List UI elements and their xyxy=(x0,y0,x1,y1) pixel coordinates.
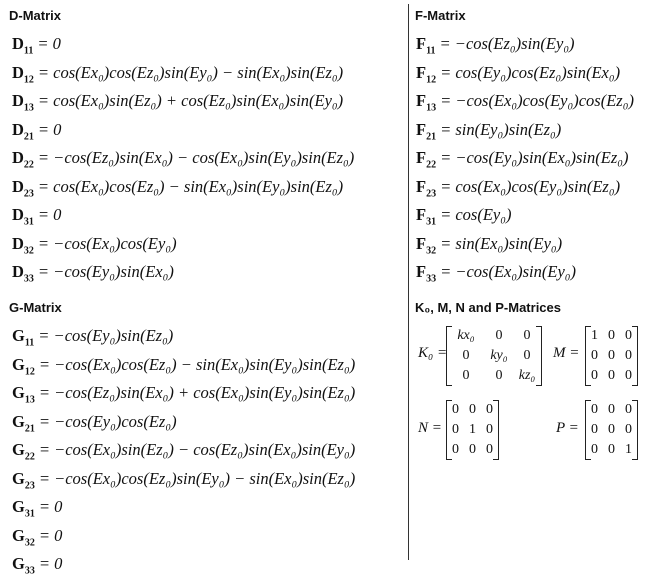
element-label: $D_{22}$ xyxy=(12,148,34,171)
element-expression: = 0 xyxy=(37,205,62,224)
g-matrix-equation xyxy=(12,322,355,351)
matrix-cell: 0 xyxy=(608,348,615,363)
matrix-cell: 0 xyxy=(495,368,503,383)
f-matrix-heading: F-Matrix xyxy=(415,8,466,23)
element-label: $G_{32}$ xyxy=(12,525,35,548)
element-label: $G_{12}$ xyxy=(12,354,35,377)
element-label: $D_{31}$ xyxy=(12,205,34,228)
element-expression: = −cos(Ex₀)sin(Ey₀) xyxy=(440,262,576,281)
matrix-cell: 0 xyxy=(523,348,531,363)
matrix-cell: 0 xyxy=(591,402,598,417)
matrix-cell: 0 xyxy=(469,402,476,417)
element-label: $F_{32}$ xyxy=(416,233,437,256)
element-label: $D_{11}$ xyxy=(12,34,34,57)
matrix-cell: 0 xyxy=(591,422,598,437)
element-label: $G_{13}$ xyxy=(12,383,35,406)
element-expression: = −cos(Ey₀)cos(Ez₀) xyxy=(38,411,177,431)
d-matrix-equation xyxy=(12,30,354,59)
matrix-cell: 0 xyxy=(625,328,632,343)
matrix-cell: 0 xyxy=(608,402,615,417)
element-expression: = 0 xyxy=(37,119,62,139)
matrix-cell: 1 xyxy=(591,328,598,343)
f-matrix-equations xyxy=(416,30,634,287)
element-expression: = cos(Ex₀)sin(Ez₀) + cos(Ez₀)sin(Ex₀)sin(Ey₀) xyxy=(37,91,344,110)
matrix-cell: 0 xyxy=(625,402,632,417)
n-matrix-label: N = xyxy=(418,420,442,436)
element-expression: = −cos(Ez₀)sin(Ey₀) xyxy=(439,34,575,53)
f-matrix-equation xyxy=(416,116,634,145)
element-label: $F_{33}$ xyxy=(416,262,437,285)
k0-matrix-label: K₀ = xyxy=(418,345,448,361)
matrix-cell: 0 xyxy=(462,368,470,383)
matrix-cell: 0 xyxy=(608,328,615,343)
element-expression: = 0 xyxy=(37,34,61,53)
g-matrix-equation xyxy=(12,493,355,522)
d-matrix-equation xyxy=(12,87,354,116)
element-label: $F_{13}$ xyxy=(416,91,437,114)
element-label: $D_{21}$ xyxy=(12,119,34,142)
element-expression: = cos(Ex₀)cos(Ez₀) − sin(Ex₀)sin(Ey₀)sin(Ez₀) xyxy=(37,176,344,196)
element-expression: = sin(Ex₀)sin(Ey₀) xyxy=(440,233,563,253)
element-label: $F_{23}$ xyxy=(416,176,437,199)
element-expression: = −cos(Ex₀)cos(Ez₀) − sin(Ex₀)sin(Ey₀)sin(Ez₀) xyxy=(38,354,356,374)
k-m-n-p-heading: K₀, M, N and P-Matrices xyxy=(415,300,561,315)
element-label: $D_{23}$ xyxy=(12,176,34,199)
element-expression: = cos(Ex₀)cos(Ez₀)sin(Ey₀) − sin(Ex₀)sin(Ez₀) xyxy=(37,62,344,82)
f-matrix-equation xyxy=(416,87,634,116)
element-label: $F_{31}$ xyxy=(416,205,437,228)
element-expression: = sin(Ey₀)sin(Ez₀) xyxy=(440,119,562,139)
matrix-cell: 0 xyxy=(523,328,531,343)
matrix-cell: 1 xyxy=(469,422,476,437)
element-expression: = cos(Ey₀) xyxy=(440,205,512,224)
element-expression: = −cos(Ey₀)sin(Ez₀) xyxy=(38,326,174,345)
g-matrix-equation xyxy=(12,522,355,551)
matrix-cell: 0 xyxy=(591,348,598,363)
matrix-cell: 0 xyxy=(608,442,615,457)
k0-matrix xyxy=(446,326,542,386)
f-matrix-equation xyxy=(416,30,634,59)
matrix-cell: 0 xyxy=(452,422,459,437)
element-label: $G_{23}$ xyxy=(12,468,35,491)
g-matrix-equation xyxy=(12,550,355,579)
matrix-cell: 0 xyxy=(591,442,598,457)
d-matrix-equations xyxy=(12,30,354,287)
element-expression: = −cos(Ey₀)sin(Ex₀)sin(Ez₀) xyxy=(440,148,629,167)
p-matrix xyxy=(585,400,638,460)
g-matrix-heading: G-Matrix xyxy=(9,300,62,315)
element-expression: = −cos(Ez₀)sin(Ex₀) + cos(Ex₀)sin(Ey₀)sin(Ez₀) xyxy=(38,383,356,402)
matrix-cell: 0 xyxy=(486,422,493,437)
element-label: $G_{31}$ xyxy=(12,497,35,520)
element-expression: = 0 xyxy=(38,525,63,545)
element-expression: = −cos(Ex₀)sin(Ez₀) − cos(Ez₀)sin(Ex₀)sin(Ey₀) xyxy=(38,440,356,459)
f-matrix-equation xyxy=(416,59,634,88)
g-matrix-equation xyxy=(12,408,355,437)
d-matrix-equation xyxy=(12,201,354,230)
d-matrix-equation xyxy=(12,116,354,145)
element-label: $F_{21}$ xyxy=(416,119,437,142)
element-expression: = −cos(Ex₀)cos(Ey₀) xyxy=(37,233,177,253)
element-label: $G_{21}$ xyxy=(12,411,35,434)
matrix-cell: 0 xyxy=(625,348,632,363)
matrix-cell: 1 xyxy=(625,442,632,457)
element-expression: = −cos(Ez₀)sin(Ex₀) − cos(Ex₀)sin(Ey₀)sin(Ez₀) xyxy=(37,148,355,167)
f-matrix-equation xyxy=(416,173,634,202)
element-label: $D_{12}$ xyxy=(12,62,34,85)
element-label: $G_{22}$ xyxy=(12,440,35,463)
element-expression: = cos(Ex₀)cos(Ey₀)sin(Ez₀) xyxy=(440,176,621,196)
matrix-cell: kz₀ xyxy=(518,368,536,383)
d-matrix-equation xyxy=(12,230,354,259)
element-label: $F_{11}$ xyxy=(416,34,436,57)
m-matrix-label: M = xyxy=(553,345,580,361)
matrix-cell: 0 xyxy=(625,368,632,383)
g-matrix-equations xyxy=(12,322,355,579)
element-expression: = 0 xyxy=(38,497,63,516)
matrix-cell: kx₀ xyxy=(457,328,475,343)
matrix-cell: 0 xyxy=(452,402,459,417)
m-matrix xyxy=(585,326,638,386)
element-expression: = 0 xyxy=(38,554,63,573)
d-matrix-equation xyxy=(12,59,354,88)
g-matrix-equation xyxy=(12,379,355,408)
element-expression: = −cos(Ex₀)cos(Ey₀)cos(Ez₀) xyxy=(440,91,634,110)
matrix-cell: 0 xyxy=(486,402,493,417)
matrix-cell: 0 xyxy=(462,348,470,363)
matrix-cell: 0 xyxy=(608,422,615,437)
g-matrix-equation xyxy=(12,351,355,380)
element-label: $F_{22}$ xyxy=(416,148,437,171)
f-matrix-equation xyxy=(416,258,634,287)
matrix-cell: 0 xyxy=(469,442,476,457)
p-matrix-label: P = xyxy=(556,420,579,436)
element-label: $D_{33}$ xyxy=(12,262,34,285)
element-label: $G_{11}$ xyxy=(12,326,35,349)
column-divider xyxy=(408,4,409,560)
element-label: $D_{13}$ xyxy=(12,91,34,114)
g-matrix-equation xyxy=(12,436,355,465)
element-expression: = −cos(Ex₀)cos(Ez₀)sin(Ey₀) − sin(Ex₀)sin(Ez₀) xyxy=(38,468,356,488)
element-label: $D_{32}$ xyxy=(12,233,34,256)
g-matrix-equation xyxy=(12,465,355,494)
f-matrix-equation xyxy=(416,230,634,259)
element-label: $F_{12}$ xyxy=(416,62,437,85)
d-matrix-equation xyxy=(12,144,354,173)
matrix-cell: 0 xyxy=(495,328,503,343)
element-expression: = −cos(Ey₀)sin(Ex₀) xyxy=(37,262,174,281)
f-matrix-equation xyxy=(416,201,634,230)
matrix-cell: 0 xyxy=(452,442,459,457)
matrix-cell: 0 xyxy=(591,368,598,383)
d-matrix-equation xyxy=(12,258,354,287)
n-matrix xyxy=(446,400,499,460)
element-label: $G_{33}$ xyxy=(12,554,35,577)
d-matrix-heading: D-Matrix xyxy=(9,8,62,23)
matrix-cell: 0 xyxy=(625,422,632,437)
f-matrix-equation xyxy=(416,144,634,173)
matrix-cell: 0 xyxy=(608,368,615,383)
element-expression: = cos(Ey₀)cos(Ez₀)sin(Ex₀) xyxy=(440,62,621,82)
matrix-cell: ky₀ xyxy=(490,348,508,363)
d-matrix-equation xyxy=(12,173,354,202)
matrix-cell: 0 xyxy=(486,442,493,457)
